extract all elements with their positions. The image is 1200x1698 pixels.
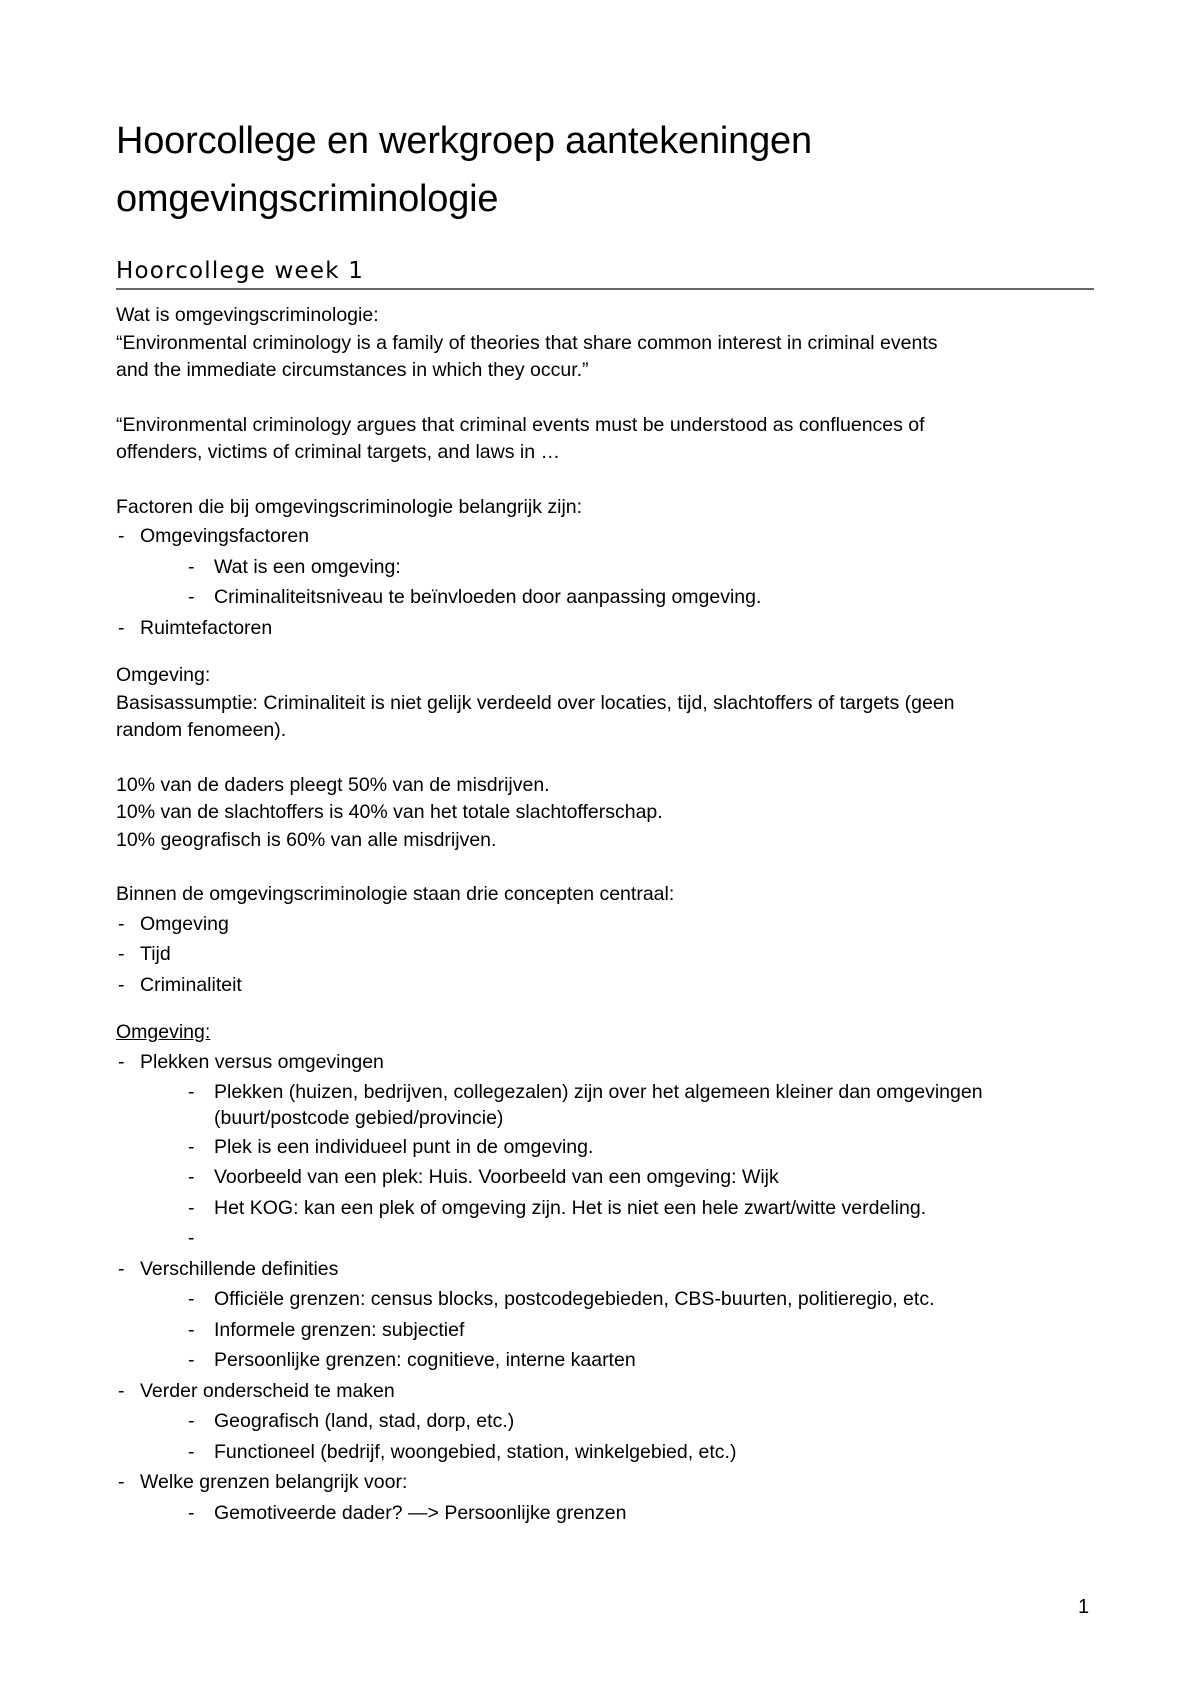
list-item [116, 521, 1094, 552]
page-number: 1 [1078, 1596, 1090, 1618]
title-line-2: omgevingscriminologie [116, 178, 499, 220]
bullet-marker: - [188, 1288, 195, 1310]
sub-list-item-continuation: (buurt/postcode gebied/provincie) [214, 1106, 504, 1129]
sub-list-item [116, 1498, 1094, 1529]
assumption-line-2: random fenomeen). [116, 719, 287, 741]
paragraph-gap [116, 854, 1094, 881]
environment-label: Omgeving: [116, 664, 211, 686]
factors-intro: Factoren die bij omgevingscriminologie belangrijk zijn: [116, 495, 583, 518]
omgeving-heading: Omgeving: [116, 1021, 211, 1043]
sub-list-item [116, 1406, 1094, 1437]
list-item [116, 939, 1094, 970]
bullet-marker: - [188, 1349, 195, 1371]
bullet-marker: - [188, 1135, 195, 1158]
list-item-text: Tijd [140, 943, 171, 965]
intro-question: Wat is omgevingscriminologie: [116, 304, 379, 326]
quote-1-line-2: and the immediate circumstances in which they occur.” [116, 359, 589, 381]
bullet-marker: - [188, 555, 195, 578]
sub-list-item-text: Het KOG: kan een plek of omgeving zijn. Het is niet een hele zwart/witte verdeling. [214, 1196, 927, 1219]
concepts-intro: Binnen de omgevingscriminologie staan drie concepten centraal: [116, 883, 675, 905]
list-item-text: Omgeving [140, 912, 229, 935]
sub-list-item [116, 1315, 1094, 1346]
list-item-text: Verder onderscheid te maken [140, 1379, 395, 1402]
list-item [116, 613, 1094, 644]
sub-list-item [116, 1132, 1094, 1163]
section-heading: Hoorcollege week 1 [116, 256, 1094, 290]
bullet-marker: - [188, 1440, 195, 1463]
bullet-marker: - [188, 1227, 195, 1249]
bullet-marker: - [188, 1166, 195, 1188]
list-item [116, 1254, 1094, 1285]
document-title [116, 112, 1094, 228]
stat-line: 10% geografisch is 60% van alle misdrijven. [116, 828, 497, 851]
paragraph-gap [116, 1000, 1094, 1019]
sub-list-item-text: Geografisch (land, stad, dorp, etc.) [214, 1410, 515, 1432]
quote-2-line-2: offenders, victims of criminal targets, and laws in … [116, 441, 560, 463]
list-item [116, 1376, 1094, 1407]
stat-line: 10% van de slachtoffers is 40% van het totale slachtofferschap. [116, 801, 663, 823]
list-item [116, 1047, 1094, 1078]
list-item [116, 970, 1094, 1001]
bullet-marker: - [118, 973, 125, 996]
title-line-1: Hoorcollege en werkgroep aantekeningen [116, 120, 812, 162]
sub-list-item [116, 1162, 1094, 1193]
sub-list-item [116, 1284, 1094, 1315]
bullet-marker: - [188, 1196, 195, 1219]
bullet-marker: - [118, 525, 125, 547]
bullet-marker: - [118, 912, 125, 935]
sub-list-item-text: Gemotiveerde dader? —> Persoonlijke grenzen [214, 1501, 627, 1524]
sub-list-item-text: Voorbeeld van een plek: Huis. Voorbeeld van een omgeving: Wijk [214, 1166, 779, 1188]
bullet-marker: - [188, 1081, 195, 1103]
stat-line: 10% van de daders pleegt 50% van de misdrijven. [116, 773, 550, 796]
bullet-marker: - [118, 616, 125, 639]
paragraph-gap [116, 385, 1094, 412]
bullet-marker: - [118, 943, 125, 965]
assumption-line-1: Basisassumptie: Criminaliteit is niet gelijk verdeeld over locaties, tijd, slachtoffers of targets (geen [116, 691, 955, 714]
sub-list-item-empty [116, 1223, 1094, 1254]
quote-2-line-1: “Environmental criminology argues that criminal events must be understood as confluences of [116, 413, 925, 436]
sub-list-item-text: Plek is een individueel punt in de omgeving. [214, 1135, 594, 1158]
list-item-text: Plekken versus omgevingen [140, 1050, 384, 1073]
sub-list-item-text: Informele grenzen: subjectief [214, 1318, 465, 1341]
bullet-marker: - [118, 1471, 125, 1493]
page-content [116, 112, 1094, 1528]
sub-list-item [116, 582, 1094, 613]
bullet-marker: - [188, 1501, 195, 1524]
sub-list-item [116, 1193, 1094, 1224]
list-item-text: Ruimtefactoren [140, 616, 273, 639]
paragraph-gap [116, 745, 1094, 772]
list-item [116, 909, 1094, 940]
bullet-marker: - [188, 1410, 195, 1432]
bullet-marker: - [188, 586, 195, 608]
list-item-text: Omgevingsfactoren [140, 525, 310, 547]
sub-list-item [116, 1437, 1094, 1468]
bullet-marker: - [118, 1379, 125, 1402]
sub-list-item [116, 1077, 1094, 1108]
bullet-marker: - [188, 1318, 195, 1341]
quote-1-line-1: “Environmental criminology is a family of theories that share common interest in criminal events [116, 331, 938, 354]
sub-list-item [116, 552, 1094, 583]
sub-list-item-text: Plekken (huizen, bedrijven, collegezalen) zijn over het algemeen kleiner dan omgevingen [214, 1081, 983, 1103]
paragraph-gap [116, 643, 1094, 662]
sub-list-item-text: Officiële grenzen: census blocks, postcodegebieden, CBS-buurten, politieregio, etc. [214, 1288, 935, 1310]
sub-list-item-text: Functioneel (bedrijf, woongebied, station, winkelgebied, etc.) [214, 1440, 737, 1463]
bullet-marker: - [118, 1257, 125, 1280]
list-item-text: Verschillende definities [140, 1257, 339, 1280]
list-item [116, 1467, 1094, 1498]
bullet-marker: - [118, 1050, 125, 1073]
sub-list-item-text: Criminaliteitsniveau te beïnvloeden door aanpassing omgeving. [214, 586, 762, 608]
sub-list-item [116, 1345, 1094, 1376]
list-item-text: Welke grenzen belangrijk voor: [140, 1471, 408, 1493]
list-item-text: Criminaliteit [140, 973, 242, 996]
sub-list-item-text: Wat is een omgeving: [214, 555, 401, 578]
sub-list-item-text: Persoonlijke grenzen: cognitieve, interne kaarten [214, 1349, 636, 1371]
paragraph-gap [116, 467, 1094, 494]
